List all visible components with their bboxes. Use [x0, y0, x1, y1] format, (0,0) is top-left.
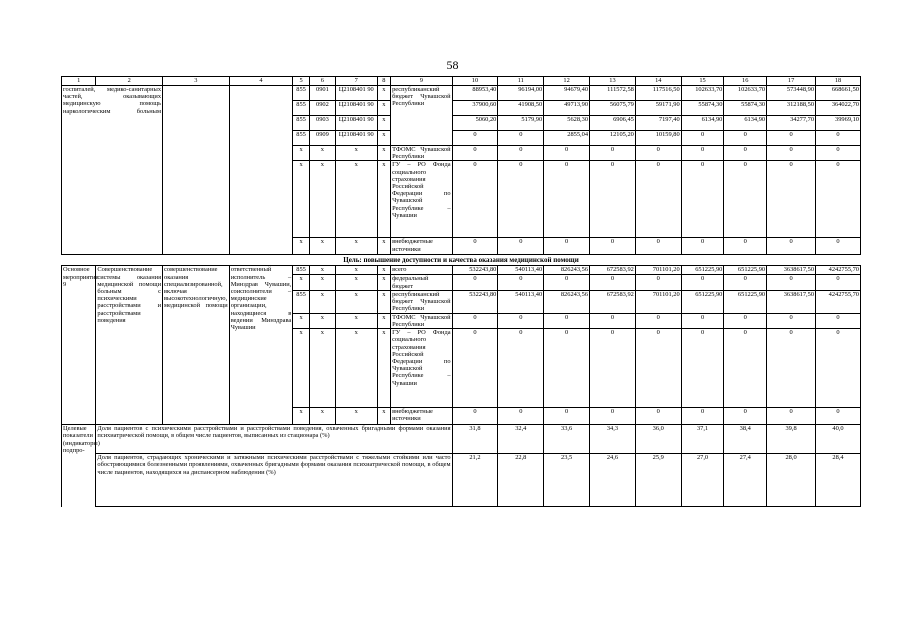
value-cell: 0 — [452, 329, 498, 408]
value-cell: 0 — [681, 131, 724, 146]
column-number-cell: 18 — [816, 77, 861, 86]
code-cell: Ц2108401 90 — [335, 86, 377, 101]
value-cell: 55874,30 — [681, 101, 724, 116]
value-cell: 6134,90 — [724, 116, 767, 131]
value-cell: 10159,80 — [635, 131, 681, 146]
value-cell: 0 — [767, 131, 816, 146]
table-row — [62, 266, 861, 275]
column-number-cell: 10 — [452, 77, 498, 86]
indicator-value-cell: 37,1 — [681, 425, 724, 454]
value-cell: 0 — [452, 408, 498, 425]
value-cell: 96194,00 — [498, 86, 544, 101]
code-cell: x — [377, 146, 391, 161]
indicator-value-cell: 32,4 — [498, 425, 544, 454]
value-cell: 0 — [724, 275, 767, 290]
indicator-value-cell: 38,4 — [724, 425, 767, 454]
value-cell: 0 — [452, 313, 498, 328]
value-cell: 0 — [635, 313, 681, 328]
code-cell: x — [377, 290, 391, 313]
code-cell: x — [293, 408, 310, 425]
funding-source-cell: ТФОМС Чувашской Республики — [392, 146, 451, 161]
value-cell: 0 — [498, 131, 544, 146]
code-cell: x — [335, 313, 377, 328]
column-number-cell: 11 — [498, 77, 544, 86]
indicator-value-cell: 40,0 — [816, 425, 861, 454]
column-number-cell: 14 — [635, 77, 681, 86]
code-cell: x — [309, 238, 335, 255]
value-cell: 0 — [544, 161, 590, 238]
value-cell: 41908,50 — [498, 101, 544, 116]
table-row — [62, 86, 861, 101]
value-cell: 59171,90 — [635, 101, 681, 116]
funding-source-cell: всего — [391, 266, 452, 275]
value-cell: 0 — [681, 408, 724, 425]
value-cell: 34277,70 — [767, 116, 816, 131]
indicator-value-cell: 21,2 — [452, 454, 498, 507]
value-cell: 826243,56 — [544, 266, 590, 275]
code-cell: x — [293, 146, 310, 161]
value-cell: 0 — [724, 146, 767, 161]
value-cell: 532243,80 — [452, 290, 498, 313]
value-cell: 672583,92 — [590, 266, 636, 275]
value-cell: 826243,56 — [544, 290, 590, 313]
value-cell: 39969,10 — [816, 116, 861, 131]
value-cell: 651225,90 — [681, 266, 724, 275]
value-cell: 0 — [544, 275, 590, 290]
column-number-cell: 2 — [96, 77, 163, 86]
value-cell: 0 — [590, 275, 636, 290]
column-number-cell: 16 — [724, 77, 767, 86]
value-cell: 0 — [724, 329, 767, 408]
code-cell: x — [309, 290, 335, 313]
indicator-value-cell: 25,9 — [635, 454, 681, 507]
column-number-cell: 12 — [544, 77, 590, 86]
column-number-cell: 13 — [590, 77, 636, 86]
executor-cell: ответственный исполнитель – Минздрав Чувашии, соисполнители – медицинские организации, находящиеся в ведении Минздрава Чувашии — [229, 266, 293, 425]
code-cell: x — [377, 116, 391, 131]
value-cell: 0 — [452, 275, 498, 290]
value-cell: 5628,30 — [544, 116, 590, 131]
value-cell: 117516,50 — [635, 86, 681, 101]
indicator-row — [62, 454, 861, 507]
code-cell: x — [335, 408, 377, 425]
funding-source-cell: федеральный бюджет — [391, 275, 452, 290]
column-number-cell: 17 — [767, 77, 816, 86]
code-cell: x — [309, 161, 335, 238]
value-cell: 4242755,70 — [816, 290, 861, 313]
value-cell: 0 — [498, 238, 544, 255]
column-number-cell: 9 — [391, 77, 452, 86]
code-cell: x — [309, 266, 335, 275]
indicator-value-cell: 31,8 — [452, 425, 498, 454]
value-cell: 0 — [590, 313, 636, 328]
code-cell: 0903 — [309, 116, 335, 131]
budget-table-sheet — [61, 76, 861, 507]
code-cell: x — [377, 238, 391, 255]
value-cell: 0 — [767, 146, 816, 161]
indicator-value-cell: 24,6 — [590, 454, 636, 507]
value-cell: 0 — [544, 238, 590, 255]
measure-task-cell: совершенствование оказания специализированной, включая высокотехнологичную, медицинской помощи — [163, 266, 230, 425]
value-cell: 3638617,50 — [767, 266, 816, 275]
indicator-value-cell: 39,8 — [767, 425, 816, 454]
code-cell: x — [335, 266, 377, 275]
code-cell: x — [335, 161, 377, 238]
code-cell: x — [335, 275, 377, 290]
value-cell: 0 — [816, 238, 861, 255]
value-cell: 102633,70 — [724, 86, 767, 101]
funding-source-cell: внебюджетные источники — [391, 238, 452, 255]
value-cell: 0 — [767, 238, 816, 255]
value-cell: 0 — [767, 329, 816, 408]
code-cell: x — [377, 313, 391, 328]
code-cell: 855 — [293, 101, 310, 116]
code-cell: x — [335, 329, 377, 408]
column-number-cell: 15 — [681, 77, 724, 86]
funding-source-cell: ГУ – РО Фонда социального страхования Российской Федерации по Чувашской Республике – Чувашии — [391, 329, 452, 408]
value-cell: 0 — [816, 146, 861, 161]
code-cell: Ц2108401 90 — [335, 101, 377, 116]
code-cell: x — [377, 275, 391, 290]
indicator-value-cell: 27,0 — [681, 454, 724, 507]
value-cell: 651225,90 — [724, 290, 767, 313]
code-cell: x — [309, 275, 335, 290]
code-cell: x — [335, 290, 377, 313]
code-cell: x — [377, 329, 391, 408]
value-cell: 668661,50 — [816, 86, 861, 101]
value-cell: 0 — [498, 408, 544, 425]
value-cell: 0 — [452, 146, 498, 161]
value-cell: 0 — [767, 313, 816, 328]
value-cell: 0 — [452, 131, 498, 146]
indicator-text-cell: Доля пациентов с психическими расстройствами и расстройствами поведения, охваченных бригадными формами оказания психиатрической помощи, в общем числе пациентов, выписанных из стационара (%) — [96, 425, 452, 454]
measure-name-cell: Совершенствование системы оказания медицинской помощи больным с психическими расстройствами и расстройствами поведения — [96, 266, 163, 425]
funding-source-cell: ГУ – РО Фонда социального страхования Российской Федерации по Чувашской Республике – Чувашии — [391, 161, 452, 238]
code-cell: 0901 — [309, 86, 335, 101]
column-number-cell: 5 — [293, 77, 310, 86]
code-cell: x — [293, 313, 310, 328]
value-cell: 540113,40 — [498, 266, 544, 275]
code-cell: x — [293, 238, 310, 255]
budget-table — [61, 76, 861, 507]
indicator-value-cell: 34,3 — [590, 425, 636, 454]
code-cell: Ц2108401 90 — [335, 131, 377, 146]
column-number-cell: 6 — [309, 77, 335, 86]
value-cell: 6134,90 — [681, 116, 724, 131]
code-cell: x — [335, 238, 377, 255]
funding-source-cell: ТФОМС Чувашской Республики — [392, 313, 451, 329]
code-cell: x — [293, 329, 310, 408]
value-cell: 364022,70 — [816, 101, 861, 116]
value-cell: 573448,90 — [767, 86, 816, 101]
activity-name-cell: госпиталей, медико-санитарных частей, оказывающих медицинскую помощь наркологическим больным — [62, 86, 163, 255]
value-cell: 0 — [452, 238, 498, 255]
indicators-label-cell: Целевые показатели (индикаторы) подпро- — [62, 425, 96, 507]
value-cell: 0 — [498, 161, 544, 238]
value-cell: 5060,20 — [452, 116, 498, 131]
value-cell: 0 — [635, 408, 681, 425]
value-cell: 0 — [544, 329, 590, 408]
value-cell: 0 — [724, 313, 767, 328]
code-cell: x — [377, 161, 391, 238]
value-cell: 0 — [544, 313, 590, 328]
indicator-value-cell: 36,0 — [635, 425, 681, 454]
code-cell: 855 — [293, 290, 310, 313]
value-cell: 7197,40 — [635, 116, 681, 131]
value-cell: 0 — [681, 238, 724, 255]
funding-source-cell: внебюджетные источники — [391, 408, 452, 425]
value-cell: 0 — [590, 408, 636, 425]
value-cell: 2855,04 — [544, 131, 590, 146]
value-cell: 0 — [816, 131, 861, 146]
code-cell: 855 — [293, 131, 310, 146]
column-number-cell: 8 — [377, 77, 391, 86]
value-cell: 6906,45 — [590, 116, 636, 131]
value-cell: 0 — [544, 146, 590, 161]
indicator-value-cell: 28,4 — [816, 454, 861, 507]
value-cell: 701101,20 — [635, 290, 681, 313]
value-cell: 532243,80 — [452, 266, 498, 275]
value-cell: 0 — [544, 408, 590, 425]
value-cell: 49713,90 — [544, 101, 590, 116]
code-cell: 855 — [293, 86, 310, 101]
code-cell: 855 — [293, 116, 310, 131]
column-number-cell: 7 — [335, 77, 377, 86]
value-cell: 102633,70 — [681, 86, 724, 101]
value-cell: 0 — [816, 408, 861, 425]
value-cell: 0 — [452, 161, 498, 238]
value-cell: 0 — [724, 131, 767, 146]
code-cell: x — [377, 266, 391, 275]
value-cell: 0 — [681, 146, 724, 161]
code-cell: Ц2108401 90 — [335, 116, 377, 131]
value-cell: 0 — [498, 146, 544, 161]
value-cell: 0 — [724, 161, 767, 238]
value-cell: 0 — [816, 161, 861, 238]
value-cell: 12105,20 — [590, 131, 636, 146]
funding-source-cell: республиканский бюджет Чувашской Республики — [391, 86, 452, 146]
value-cell: 0 — [635, 329, 681, 408]
page-number: 58 — [446, 58, 459, 72]
funding-source-cell: республиканский бюджет Чувашской Республики — [392, 290, 451, 313]
goal-row — [62, 255, 861, 266]
column-number-cell: 3 — [163, 77, 230, 86]
column-number-cell: 1 — [62, 77, 96, 86]
value-cell: 0 — [590, 238, 636, 255]
value-cell: 0 — [767, 275, 816, 290]
value-cell: 0 — [724, 238, 767, 255]
code-cell: x — [377, 131, 391, 146]
code-cell: x — [377, 408, 391, 425]
code-cell: x — [309, 329, 335, 408]
value-cell: 0 — [498, 329, 544, 408]
measure-number-cell: Основное мероприятие 9 — [62, 266, 96, 425]
value-cell: 5179,90 — [498, 116, 544, 131]
value-cell: 651225,90 — [681, 290, 724, 313]
column-number-cell: 4 — [229, 77, 293, 86]
code-cell: x — [309, 146, 335, 161]
indicator-value-cell: 33,6 — [544, 425, 590, 454]
code-cell: x — [309, 313, 335, 328]
value-cell: 88953,40 — [452, 86, 498, 101]
code-cell: 855 — [293, 266, 310, 275]
value-cell: 55874,30 — [724, 101, 767, 116]
empty-cell — [163, 86, 230, 255]
value-cell: 56075,79 — [590, 101, 636, 116]
indicator-value-cell: 27,4 — [724, 454, 767, 507]
goal-title: Цель: повышение доступности и качества оказания медицинской помощи — [62, 255, 861, 266]
code-cell: x — [293, 161, 310, 238]
value-cell: 0 — [681, 329, 724, 408]
indicator-row — [62, 425, 861, 454]
value-cell: 0 — [767, 161, 816, 238]
value-cell: 3638617,50 — [767, 290, 816, 313]
value-cell: 0 — [590, 329, 636, 408]
indicator-text-cell: Доля пациентов, страдающих хроническими и затяжными психическими расстройствами с тяжелыми стойкими или часто обостряющимися болезненными проявлениями, охваченных бригадными формами оказания психиатрической помощи, в общем числе пациентов, находящихся на диспансерном наблюдении (%) — [96, 454, 452, 507]
value-cell: 0 — [498, 313, 544, 328]
code-cell: 0902 — [309, 101, 335, 116]
code-cell: x — [293, 275, 310, 290]
value-cell: 0 — [635, 238, 681, 255]
value-cell: 0 — [498, 275, 544, 290]
value-cell: 312188,50 — [767, 101, 816, 116]
value-cell: 0 — [767, 408, 816, 425]
indicator-value-cell: 22,8 — [498, 454, 544, 507]
indicator-value-cell: 23,5 — [544, 454, 590, 507]
value-cell: 0 — [681, 161, 724, 238]
value-cell: 0 — [816, 313, 861, 328]
code-cell: x — [377, 86, 391, 101]
value-cell: 0 — [590, 161, 636, 238]
value-cell: 0 — [681, 313, 724, 328]
value-cell: 37900,60 — [452, 101, 498, 116]
code-cell: 0909 — [309, 131, 335, 146]
value-cell: 0 — [681, 275, 724, 290]
value-cell: 0 — [816, 275, 861, 290]
value-cell: 0 — [816, 329, 861, 408]
indicator-value-cell: 28,0 — [767, 454, 816, 507]
value-cell: 0 — [635, 146, 681, 161]
column-number-row — [62, 77, 861, 86]
value-cell: 701101,20 — [635, 266, 681, 275]
value-cell: 651225,90 — [724, 266, 767, 275]
value-cell: 94679,40 — [544, 86, 590, 101]
value-cell: 4242755,70 — [816, 266, 861, 275]
value-cell: 111572,58 — [590, 86, 636, 101]
value-cell: 0 — [635, 161, 681, 238]
empty-cell — [229, 86, 293, 255]
value-cell: 0 — [724, 408, 767, 425]
value-cell: 0 — [590, 146, 636, 161]
code-cell: x — [335, 146, 377, 161]
code-cell: x — [309, 408, 335, 425]
value-cell: 0 — [635, 275, 681, 290]
code-cell: x — [377, 101, 391, 116]
value-cell: 672583,92 — [590, 290, 636, 313]
value-cell: 540113,40 — [498, 290, 544, 313]
